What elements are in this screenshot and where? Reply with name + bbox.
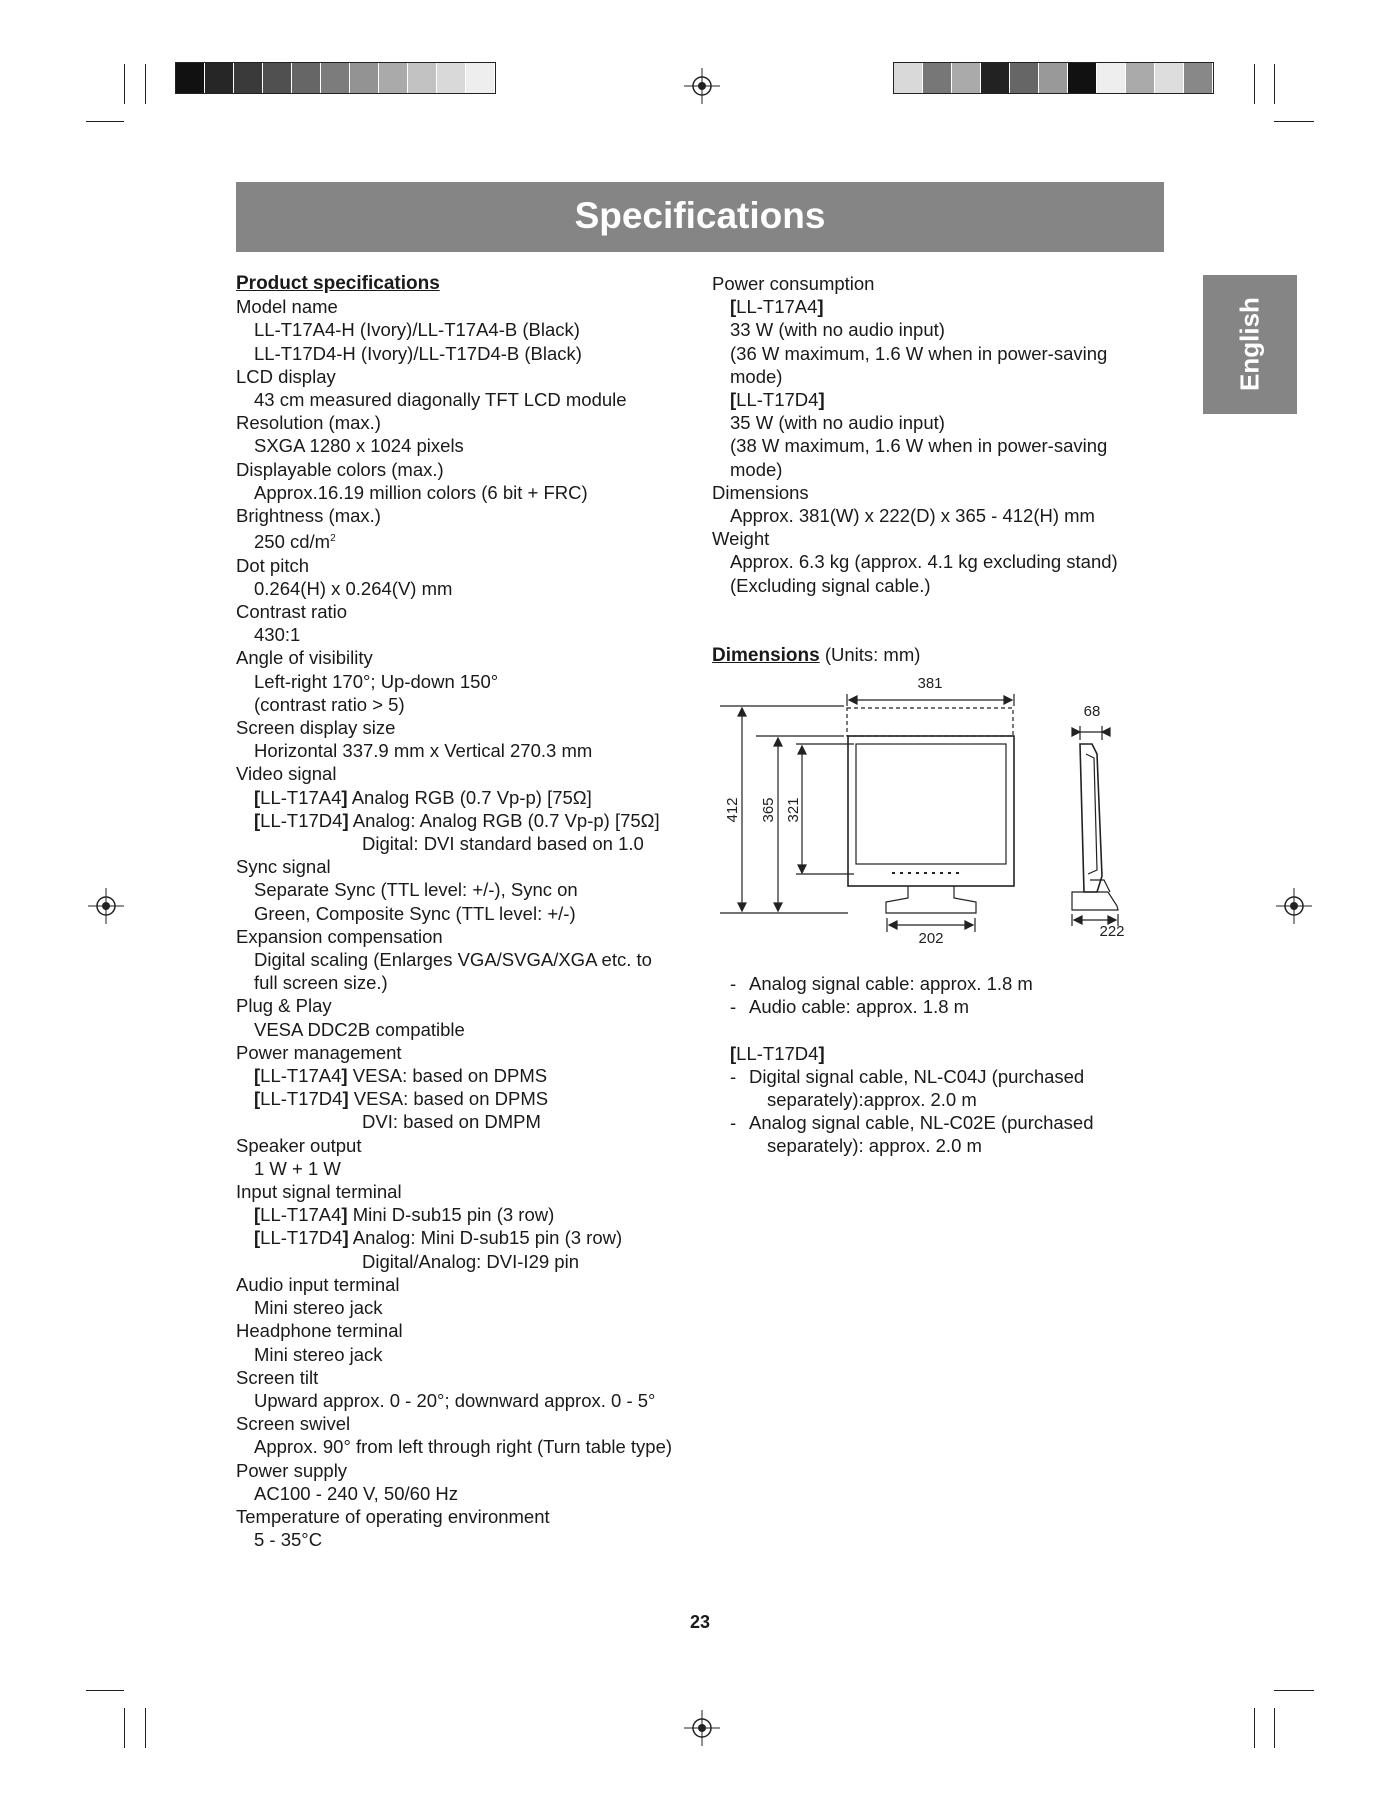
registration-mark-right (1276, 888, 1312, 924)
spec-value: Approx. 6.3 kg (approx. 4.1 kg excluding stand) (730, 551, 1118, 573)
dim-depth: 222 (1099, 923, 1125, 940)
spec-label: Temperature of operating environment (236, 1505, 550, 1527)
spec-label: Sync signal (236, 856, 331, 878)
spec-value: Approx.16.19 million colors (6 bit + FRC) (254, 481, 588, 503)
spec-value: AC100 - 240 V, 50/60 Hz (254, 1482, 458, 1504)
spec-value: Approx. 90° from left through right (Turn table type) (254, 1436, 673, 1458)
spec-value: LL-T17A4-H (Ivory)/LL-T17A4-B (Black) (254, 319, 580, 341)
spec-label: Screen tilt (236, 1366, 319, 1388)
spec-label: Brightness (max.) (236, 505, 381, 527)
list-item-cont: separately):approx. 2.0 m (767, 1089, 977, 1110)
spec-value: 5 - 35°C (254, 1529, 323, 1551)
spec-label: Displayable colors (max.) (236, 458, 444, 480)
spec-value: mode) (730, 458, 783, 480)
cable-notes (712, 972, 1182, 1158)
model-spec-line: [LL-T17A4] Analog RGB (0.7 Vp-p) [75Ω] (254, 786, 592, 808)
model-tag: [LL-T17A4] (730, 296, 824, 318)
title-bar (236, 182, 1164, 252)
language-tab-label: English (1234, 297, 1265, 391)
spec-value: (contrast ratio > 5) (254, 693, 405, 715)
spec-label: Expansion compensation (236, 925, 443, 947)
spec-value: 33 W (with no audio input) (730, 319, 945, 341)
spec-label: Video signal (236, 763, 337, 785)
model-spec-line: [LL-T17A4] Mini D-sub15 pin (3 row) (254, 1204, 555, 1226)
spec-label: Audio input terminal (236, 1273, 400, 1295)
spec-label: LCD display (236, 365, 336, 387)
spec-label: Model name (236, 296, 338, 318)
spec-value: Horizontal 337.9 mm x Vertical 270.3 mm (254, 740, 593, 762)
page-number: 23 (689, 1612, 711, 1632)
language-tab (1203, 275, 1297, 414)
dim-depth-top: 68 (1083, 703, 1101, 720)
list-item: - Digital signal cable, NL-C04J (purchased (730, 1065, 1085, 1087)
product-specifications (236, 272, 696, 1551)
color-bar-right (893, 62, 1214, 94)
spec-label: Screen swivel (236, 1413, 351, 1435)
list-item: - Audio cable: approx. 1.8 m (730, 996, 970, 1018)
spec-label: Dot pitch (236, 554, 310, 576)
registration-mark-top (684, 68, 720, 104)
spec-value: Left-right 170°; Up-down 150° (254, 670, 499, 692)
spec-value: SXGA 1280 x 1024 pixels (254, 435, 464, 457)
spec-value: (Excluding signal cable.) (730, 574, 931, 596)
spec-value: (36 W maximum, 1.6 W when in power-saving (730, 342, 1108, 364)
spec-value: Upward approx. 0 - 20°; downward approx. 0 - 5° (254, 1389, 656, 1411)
spec-label: Dimensions (712, 481, 809, 503)
spec-value: Mini stereo jack (254, 1343, 383, 1365)
color-bar-left (175, 62, 496, 94)
spec-value: Mini stereo jack (254, 1297, 383, 1319)
model-spec-line: [LL-T17A4] VESA: based on DPMS (254, 1065, 548, 1087)
list-item-cont: separately): approx. 2.0 m (767, 1135, 982, 1157)
dimensions-diagram (712, 670, 1172, 960)
spec-value: Approx. 381(W) x 222(D) x 365 - 412(H) mm (730, 505, 1095, 527)
dimensions-heading: Dimensions (Units: mm) (712, 644, 921, 667)
spec-value: DVI: based on DMPM (362, 1111, 541, 1133)
spec-value: Digital/Analog: DVI-I29 pin (362, 1250, 579, 1272)
spec-value: 250 $cd/m^2$ (254, 531, 336, 553)
spec-label: Power management (236, 1041, 402, 1063)
spec-value: Green, Composite Sync (TTL level: +/-) (254, 902, 576, 924)
spec-label: Angle of visibility (236, 647, 373, 669)
dim-stand-width: 202 (918, 930, 944, 947)
model-spec-line: [LL-T17D4] Analog: Mini D-sub15 pin (3 row) (254, 1227, 623, 1249)
spec-value: 0.264(H) x 0.264(V) mm (254, 577, 453, 599)
spec-value: 1 W + 1 W (254, 1157, 341, 1179)
spec-label: Power consumption (712, 273, 875, 294)
spec-label: Contrast ratio (236, 601, 348, 622)
spec-value: 430:1 (254, 624, 301, 646)
spec-label: Power supply (236, 1459, 348, 1481)
list-item: - Analog signal cable: approx. 1.8 m (730, 973, 1033, 994)
spec-value: 43 cm measured diagonally TFT LCD module (254, 389, 627, 411)
spec-value: Digital scaling (Enlarges VGA/SVGA/XGA etc. to (254, 949, 652, 971)
model-spec-line: [LL-T17D4] VESA: based on DPMS (254, 1088, 549, 1110)
spec-label: Weight (712, 528, 770, 550)
spec-value: Separate Sync (TTL level: +/-), Sync on (254, 879, 578, 901)
list-item: - Analog signal cable, NL-C02E (purchased (730, 1112, 1094, 1134)
spec-label: Headphone terminal (236, 1320, 403, 1342)
spec-value: LL-T17D4-H (Ivory)/LL-T17D4-B (Black) (254, 342, 582, 364)
spec-label: Screen display size (236, 717, 396, 739)
spec-label: Speaker output (236, 1134, 362, 1156)
spec-value: mode) (730, 365, 783, 387)
dim-width: 381 (917, 675, 943, 692)
model-spec-line: [LL-T17D4] Analog: Analog RGB (0.7 Vp-p) [75Ω] (254, 809, 660, 831)
model-tag: [LL-T17D4] (730, 389, 825, 411)
dim-height-min: 365 (760, 797, 777, 823)
spec-value: Digital: DVI standard based on 1.0 (362, 833, 644, 855)
section-title: Product specifications (236, 273, 440, 294)
dim-screen-height: 321 (785, 797, 802, 823)
spec-value: VESA DDC2B compatible (254, 1018, 465, 1040)
spec-label: Resolution (max.) (236, 412, 381, 434)
right-column (712, 272, 1182, 667)
spec-value: full screen size.) (254, 972, 388, 994)
spec-value: 35 W (with no audio input) (730, 412, 945, 434)
registration-mark-bottom (684, 1710, 720, 1746)
spec-label: Plug & Play (236, 995, 332, 1017)
page-title: Specifications (574, 195, 826, 236)
model-tag: [LL-T17D4] (730, 1042, 825, 1064)
registration-mark-left (88, 888, 124, 924)
spec-label: Input signal terminal (236, 1181, 402, 1203)
dim-height-max: 412 (724, 797, 741, 823)
spec-value: (38 W maximum, 1.6 W when in power-saving (730, 435, 1108, 457)
